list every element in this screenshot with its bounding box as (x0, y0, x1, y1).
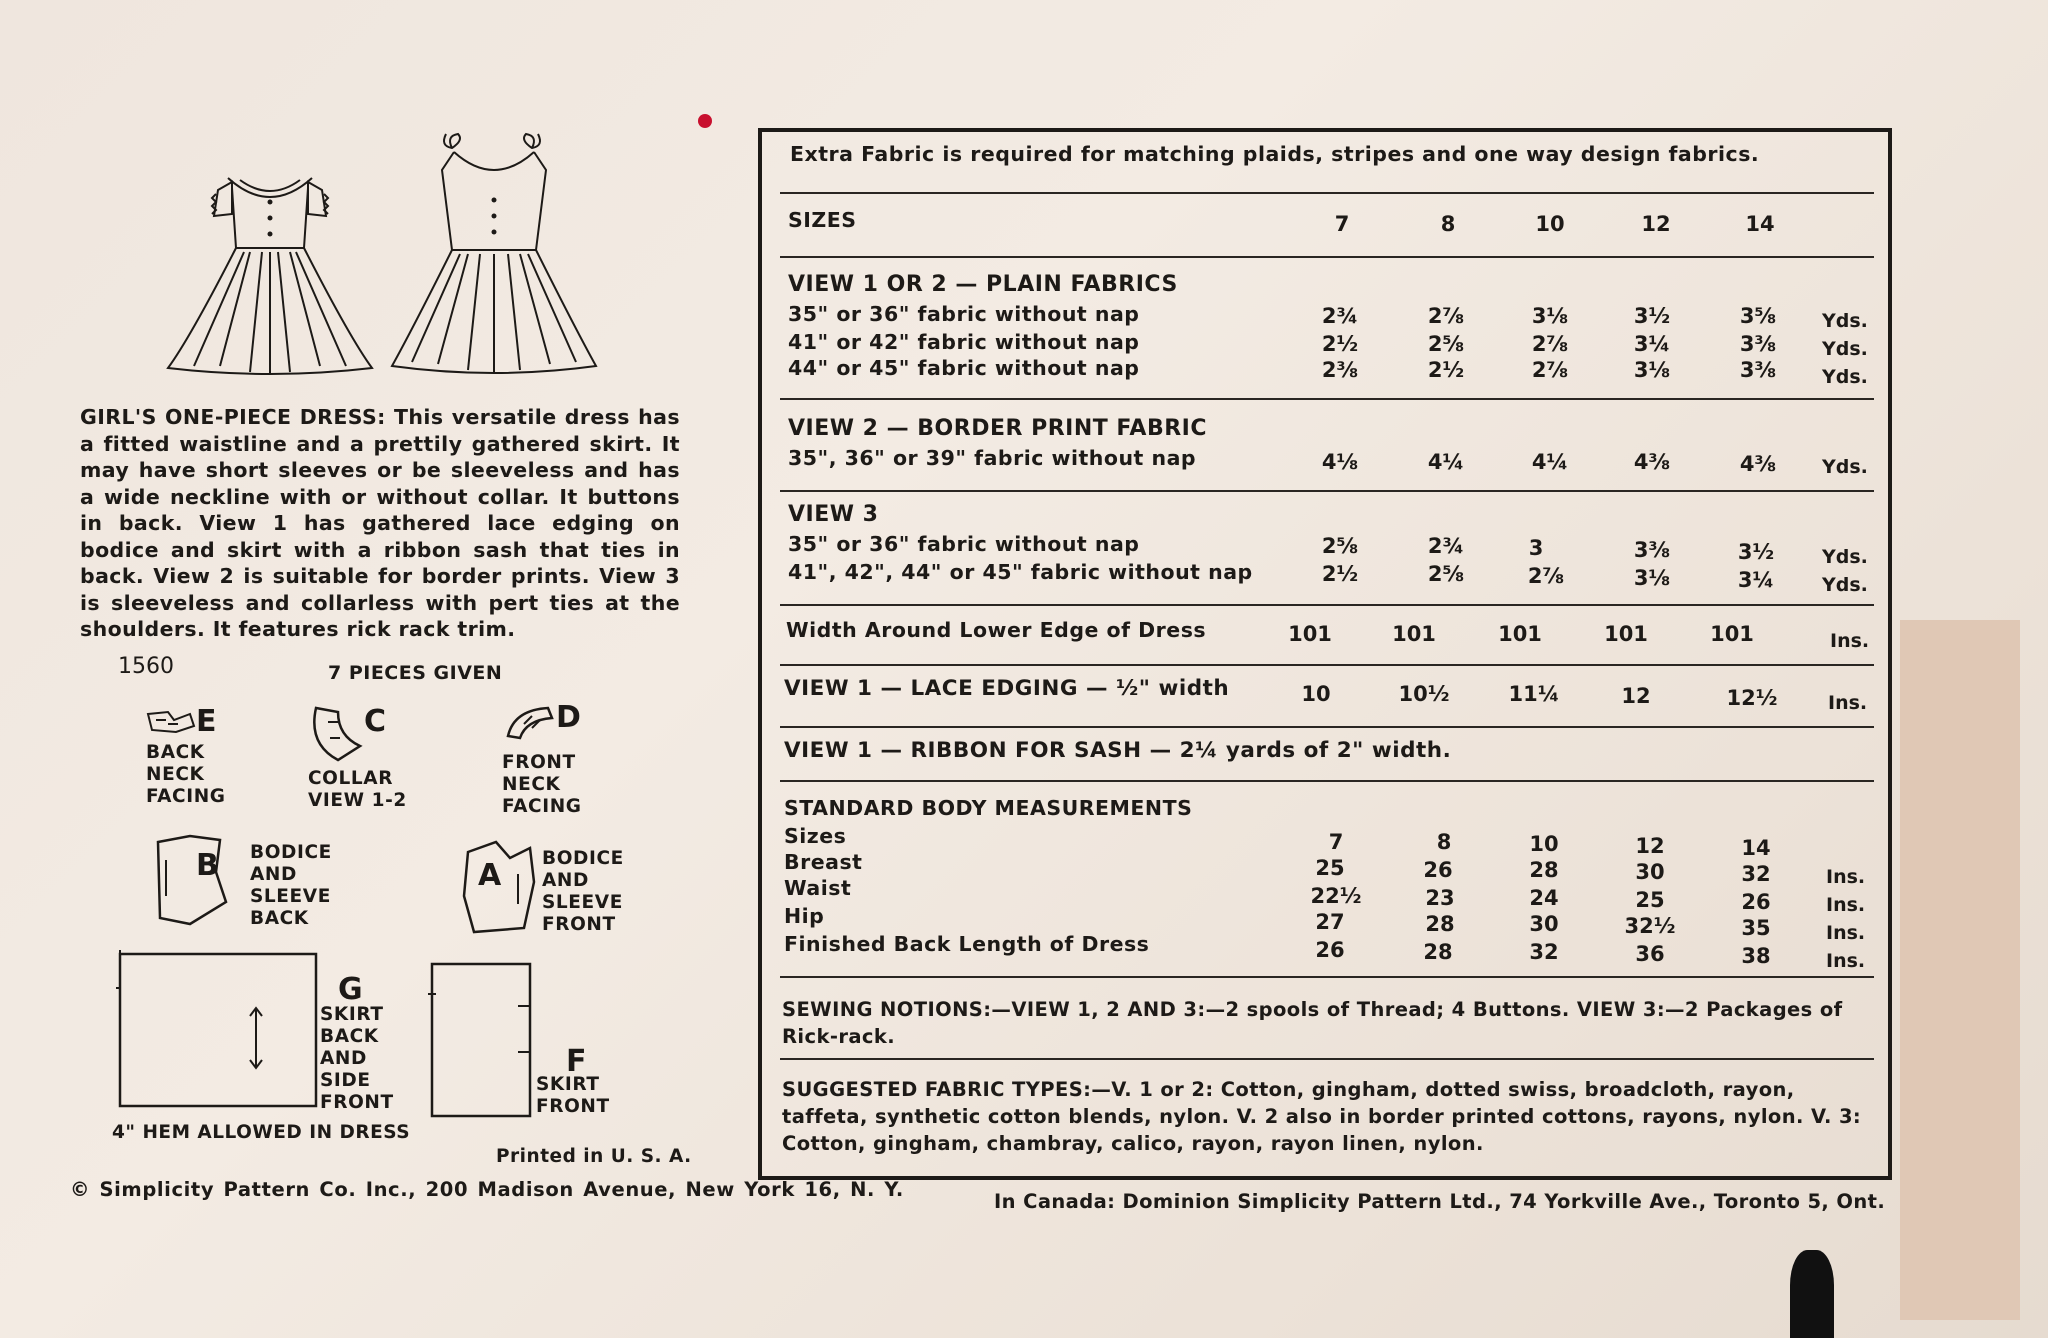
body-unit: Ins. (1826, 922, 1866, 944)
pattern-description (80, 404, 680, 643)
view3-cell: 3⅛ (1633, 566, 1671, 590)
divider (780, 256, 1874, 258)
table-note: Extra Fabric is required for matching plaids, stripes and one way design fabrics. (790, 142, 1760, 166)
view3-cell: 3⅜ (1633, 538, 1671, 562)
body-cell: 38 (1741, 944, 1771, 968)
copyright-line: © Simplicity Pattern Co. Inc., 200 Madison Avenue, New York 16, N. Y. (70, 1178, 904, 1201)
piece-e-letter: E (196, 704, 217, 739)
body-row-sizes-label: Sizes (784, 824, 847, 848)
dress-view-1-illustration (150, 168, 390, 376)
view12-cell: 2⅞ (1531, 332, 1569, 356)
view3-cell: 2⅝ (1427, 562, 1465, 586)
size-header-8: 8 (1440, 212, 1456, 236)
torn-edge (1900, 620, 2020, 1320)
piece-b-label: BODICE AND SLEEVE BACK (250, 842, 332, 929)
body-cell: 12 (1635, 834, 1665, 858)
view3-unit: Yds. (1822, 546, 1868, 568)
body-cell: 14 (1741, 836, 1771, 860)
canada-line: In Canada: Dominion Simplicity Pattern Ltd., 74 Yorkville Ave., Toronto 5, Ont. (994, 1190, 1886, 1213)
view12-title: VIEW 1 OR 2 — PLAIN FABRICS (788, 272, 1178, 297)
pattern-number: 1560 (118, 654, 174, 679)
piece-d-letter: D (556, 700, 581, 735)
view2-cell: 4⅛ (1321, 450, 1359, 474)
body-cell: 8 (1436, 830, 1452, 854)
piece-d-icon (504, 704, 556, 740)
view3-cell: 3½ (1737, 540, 1775, 564)
body-row-waist-label: Waist (784, 876, 852, 900)
divider (780, 1058, 1874, 1060)
body-cell: 28 (1425, 912, 1455, 936)
piece-b-icon (150, 832, 232, 928)
view12-cell: 3⅝ (1739, 304, 1777, 328)
view12-unit: Yds. (1822, 338, 1868, 360)
lace-cell: 10 (1301, 682, 1331, 706)
view12-cell: 3¼ (1633, 332, 1671, 356)
view2-row-label: 35", 36" or 39" fabric without nap (788, 446, 1197, 470)
view12-row-3-label: 44" or 45" fabric without nap (788, 356, 1140, 380)
body-unit: Ins. (1826, 866, 1866, 888)
piece-c-icon (308, 704, 364, 764)
body-cell: 26 (1741, 890, 1771, 914)
divider (780, 398, 1874, 400)
body-row-breast-label: Breast (784, 850, 863, 874)
view12-cell: 2⅞ (1531, 358, 1569, 382)
piece-e-label: BACK NECK FACING (146, 742, 226, 807)
view2-cell: 4⅜ (1633, 450, 1671, 474)
body-cell: 30 (1529, 912, 1559, 936)
body-cell: 7 (1328, 830, 1344, 854)
suggested-fabric-types: SUGGESTED FABRIC TYPES:—V. 1 or 2: Cotton, gingham, dotted swiss, broadcloth, rayon, taffeta, synthetic cotton blends, nylon. V. 2 also in border printed cottons, rayons, nylon. V. 3: Cotton, gingham, chambray, calico, rayon, rayon linen, nylon. (782, 1078, 1862, 1155)
printed-in: Printed in U. S. A. (496, 1146, 692, 1167)
body-cell: 23 (1425, 886, 1455, 910)
size-header-7: 7 (1334, 212, 1350, 236)
body-cell: 32 (1529, 940, 1559, 964)
body-cell: 22½ (1310, 884, 1362, 908)
body-cell: 25 (1315, 856, 1345, 880)
body-cell: 32 (1741, 862, 1771, 886)
divider (780, 976, 1874, 978)
view12-row-1-label: 35" or 36" fabric without nap (788, 302, 1140, 326)
piece-b-letter: B (196, 848, 219, 883)
body-cell: 32½ (1624, 914, 1676, 938)
width-cell: 101 (1288, 622, 1332, 646)
width-unit: Ins. (1830, 630, 1870, 652)
body-cell: 36 (1635, 942, 1665, 966)
lace-cell: 12½ (1726, 686, 1778, 710)
divider (780, 664, 1874, 666)
view12-cell: 3⅛ (1633, 358, 1671, 382)
description-body: This versatile dress has a fitted waistline and a prettily gathered skirt. It may have short sleeves or be sleeveless and has a wide neckline with or without collar. It buttons in back. View 1 has gathered lace edging on bodice and skirt with a ribbon sash that ties in back. View 2 is suitable for border prints. View 3 is sleeveless and collarless with pert ties at the shoulders. It features rick rack trim. (80, 405, 680, 641)
view3-title: VIEW 3 (788, 502, 879, 527)
body-row-length-label: Finished Back Length of Dress (784, 932, 1150, 956)
view12-unit: Yds. (1822, 310, 1868, 332)
piece-c-letter: C (364, 704, 387, 739)
piece-g-label: SKIRT BACK AND SIDE FRONT (320, 1004, 394, 1113)
view12-cell: 3⅜ (1739, 358, 1777, 382)
view12-cell: 2¾ (1321, 304, 1359, 328)
divider (780, 490, 1874, 492)
view3-cell: 2½ (1321, 562, 1359, 586)
width-row-label: Width Around Lower Edge of Dress (786, 618, 1207, 642)
piece-f-letter: F (566, 1044, 587, 1079)
body-measurements-title: STANDARD BODY MEASUREMENTS (784, 796, 1193, 820)
piece-g-letter: G (338, 972, 363, 1007)
body-unit: Ins. (1826, 894, 1866, 916)
lace-cell: 12 (1621, 684, 1651, 708)
view3-row-2-label: 41", 42", 44" or 45" fabric without nap (788, 560, 1253, 584)
view12-cell: 3⅛ (1531, 304, 1569, 328)
piece-a-letter: A (478, 858, 502, 893)
view12-unit: Yds. (1822, 366, 1868, 388)
view12-cell: 3½ (1633, 304, 1671, 328)
ribbon-row: VIEW 1 — RIBBON FOR SASH — 2¼ yards of 2" width. (784, 738, 1452, 763)
divider (780, 192, 1874, 194)
view2-cell: 4¼ (1427, 450, 1465, 474)
body-cell: 27 (1315, 910, 1345, 934)
piece-f-icon (428, 960, 534, 1120)
width-cell: 101 (1710, 622, 1754, 646)
lace-row-label: VIEW 1 — LACE EDGING — ½" width (784, 676, 1230, 701)
view12-cell: 2⅜ (1321, 358, 1359, 382)
view12-cell: 3⅜ (1739, 332, 1777, 356)
description-heading: GIRL'S ONE-PIECE DRESS: (80, 405, 386, 429)
size-header-14: 14 (1745, 212, 1775, 236)
piece-g-icon (116, 948, 322, 1110)
width-cell: 101 (1392, 622, 1436, 646)
body-cell: 28 (1529, 858, 1559, 882)
divider (780, 604, 1874, 606)
view3-cell: 2⅞ (1527, 564, 1565, 588)
lace-unit: Ins. (1828, 692, 1868, 714)
body-cell: 10 (1529, 832, 1559, 856)
body-cell: 35 (1741, 916, 1771, 940)
view12-cell: 2½ (1427, 358, 1465, 382)
piece-e-icon (146, 708, 198, 734)
hem-note: 4" HEM ALLOWED IN DRESS (112, 1122, 411, 1143)
piece-a-label: BODICE AND SLEEVE FRONT (542, 848, 624, 935)
view12-row-2-label: 41" or 42" fabric without nap (788, 330, 1140, 354)
body-cell: 28 (1423, 940, 1453, 964)
body-cell: 26 (1315, 938, 1345, 962)
dress-view-3-illustration (382, 130, 606, 376)
view3-row-1-label: 35" or 36" fabric without nap (788, 532, 1140, 556)
view3-cell: 3 (1528, 536, 1544, 560)
view3-cell: 2¾ (1427, 534, 1465, 558)
body-unit: Ins. (1826, 950, 1866, 972)
view12-cell: 2½ (1321, 332, 1359, 356)
size-header-12: 12 (1641, 212, 1671, 236)
ink-blot (1790, 1250, 1834, 1338)
sewing-notions: SEWING NOTIONS:—VIEW 1, 2 AND 3:—2 spools of Thread; 4 Buttons. VIEW 3:—2 Packages of Rick-rack. (782, 998, 1843, 1048)
view3-cell: 3¼ (1737, 568, 1775, 592)
body-cell: 30 (1635, 860, 1665, 884)
view3-cell: 2⅝ (1321, 534, 1359, 558)
size-header-10: 10 (1535, 212, 1565, 236)
lace-cell: 10½ (1398, 682, 1450, 706)
piece-c-label: COLLAR VIEW 1-2 (308, 768, 407, 811)
divider (780, 726, 1874, 728)
view12-cell: 2⅝ (1427, 332, 1465, 356)
divider (780, 780, 1874, 782)
view2-unit: Yds. (1822, 456, 1868, 478)
piece-f-label: SKIRT FRONT (536, 1074, 610, 1117)
body-cell: 26 (1423, 858, 1453, 882)
body-row-hip-label: Hip (784, 904, 825, 928)
view2-cell: 4¼ (1531, 450, 1569, 474)
piece-d-label: FRONT NECK FACING (502, 752, 582, 817)
body-cell: 25 (1635, 888, 1665, 912)
width-cell: 101 (1604, 622, 1648, 646)
view12-cell: 2⅞ (1427, 304, 1465, 328)
body-cell: 24 (1529, 886, 1559, 910)
view2-cell: 4⅜ (1739, 452, 1777, 476)
ink-spot (698, 114, 712, 128)
pieces-given: 7 PIECES GIVEN (328, 662, 503, 684)
view3-unit: Yds. (1822, 574, 1868, 596)
view2-title: VIEW 2 — BORDER PRINT FABRIC (788, 416, 1207, 441)
sizes-label: SIZES (788, 208, 857, 232)
lace-cell: 11¼ (1508, 682, 1560, 706)
width-cell: 101 (1498, 622, 1542, 646)
